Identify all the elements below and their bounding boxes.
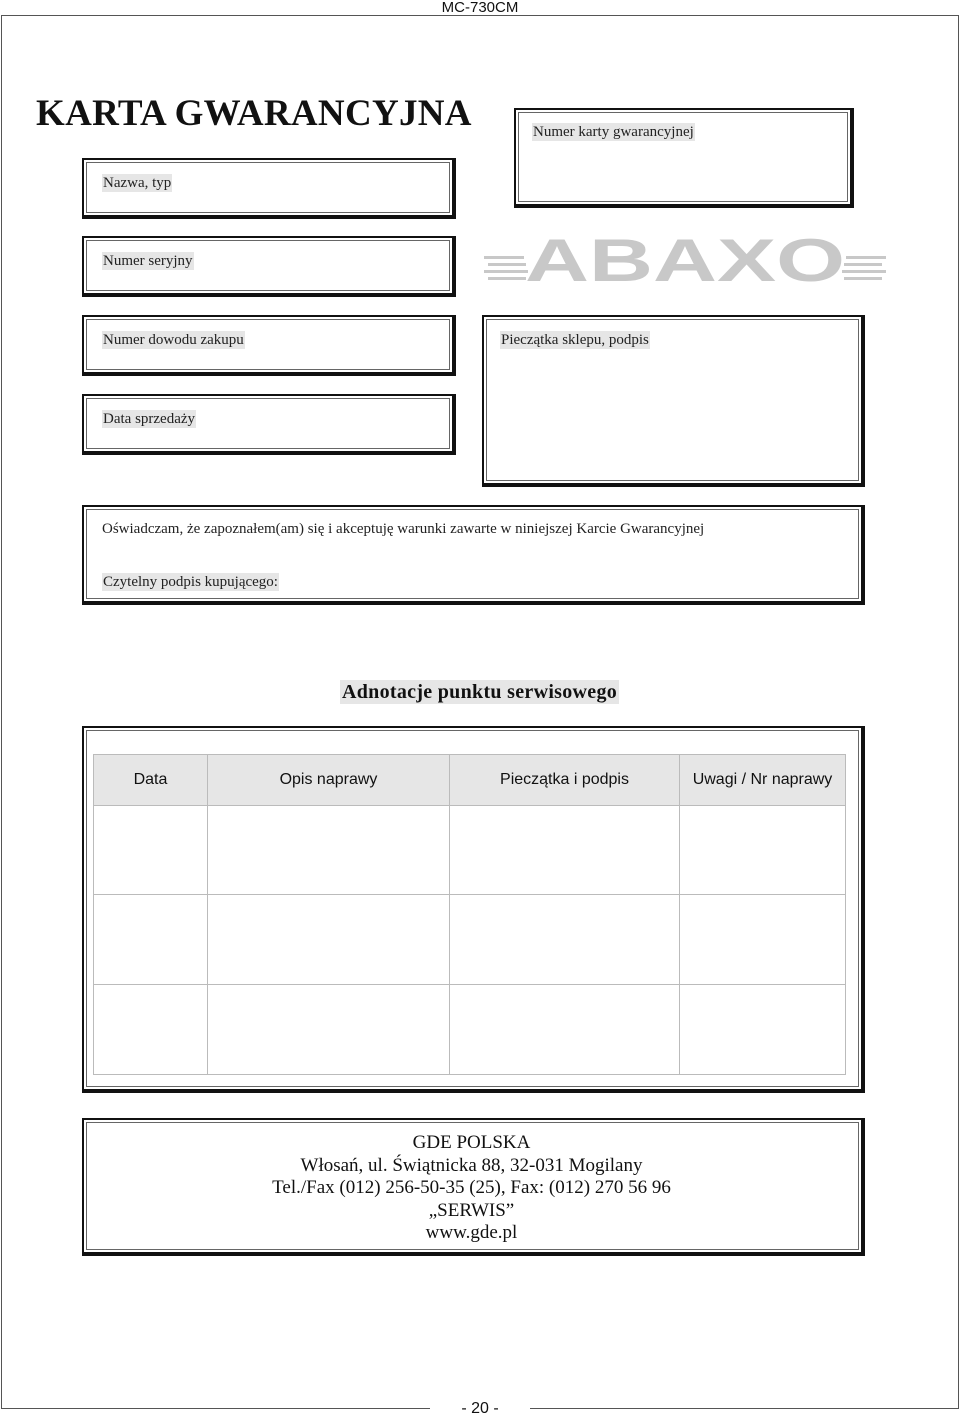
column-notes-repair-number: Uwagi / Nr naprawy — [680, 755, 846, 806]
service-table — [93, 754, 846, 1075]
table-cell[interactable] — [94, 895, 208, 985]
table-cell[interactable] — [208, 895, 450, 985]
table-cell[interactable] — [680, 806, 846, 895]
column-repair-description: Opis naprawy — [208, 755, 450, 806]
service-annotations-title: Adnotacje punktu serwisowego — [342, 681, 618, 703]
receipt-number-label: Numer dowodu zakupu — [103, 332, 244, 348]
abaxo-logo — [484, 232, 886, 290]
sale-date-label: Data sprzedaży — [103, 411, 196, 427]
serial-number-label: Numer seryjny — [103, 253, 193, 269]
table-cell[interactable] — [450, 895, 680, 985]
column-stamp-signature: Pieczątka i podpis — [450, 755, 680, 806]
table-cell[interactable] — [450, 806, 680, 895]
table-cell[interactable] — [208, 806, 450, 895]
company-name: GDE POLSKA — [412, 1132, 531, 1153]
shop-stamp-label: Pieczątka sklepu, podpis — [501, 332, 649, 348]
serial-number-box[interactable] — [82, 236, 456, 297]
card-number-box[interactable] — [514, 108, 854, 208]
receipt-number-box[interactable] — [82, 315, 456, 376]
page-number: - 20 - — [430, 1400, 530, 1417]
service-label: „SERWIS” — [428, 1199, 515, 1221]
table-row — [94, 985, 846, 1075]
table-cell[interactable] — [680, 985, 846, 1075]
abaxo-logo-text: ABAXO — [525, 232, 845, 290]
name-type-label: Nazwa, typ — [103, 175, 172, 191]
name-type-box[interactable] — [82, 158, 456, 219]
buyer-signature-label: Czytelny podpis kupującego: — [103, 574, 278, 590]
model-header: MC-730CM — [441, 0, 519, 16]
declaration-statement: Oświadczam, że zapoznałem(am) się i akceptuję warunki zawarte w niniejszej Karcie Gwarancyjnej — [102, 521, 705, 537]
declaration-box[interactable] — [82, 505, 865, 605]
service-contact — [84, 1132, 859, 1245]
column-date: Data — [94, 755, 208, 806]
service-contact-box — [82, 1118, 865, 1256]
table-cell[interactable] — [450, 985, 680, 1075]
service-table-frame — [82, 726, 865, 1093]
sale-date-box[interactable] — [82, 394, 456, 455]
table-cell[interactable] — [94, 806, 208, 895]
table-cell[interactable] — [680, 895, 846, 985]
table-cell[interactable] — [208, 985, 450, 1075]
card-number-label: Numer karty gwarancyjnej — [533, 124, 694, 140]
document-title: KARTA GWARANCYJNA — [36, 93, 472, 134]
service-table-header-row — [94, 755, 846, 806]
company-website[interactable]: www.gde.pl — [425, 1222, 518, 1244]
table-row — [94, 806, 846, 895]
company-phone-fax: Tel./Fax (012) 256-50-35 (25), Fax: (012) 270 56 96 — [272, 1177, 671, 1199]
table-cell[interactable] — [94, 985, 208, 1075]
table-row — [94, 895, 846, 985]
company-address: Włosań, ul. Świątnicka 88, 32-031 Mogilany — [300, 1154, 643, 1176]
shop-stamp-box[interactable] — [482, 315, 865, 487]
